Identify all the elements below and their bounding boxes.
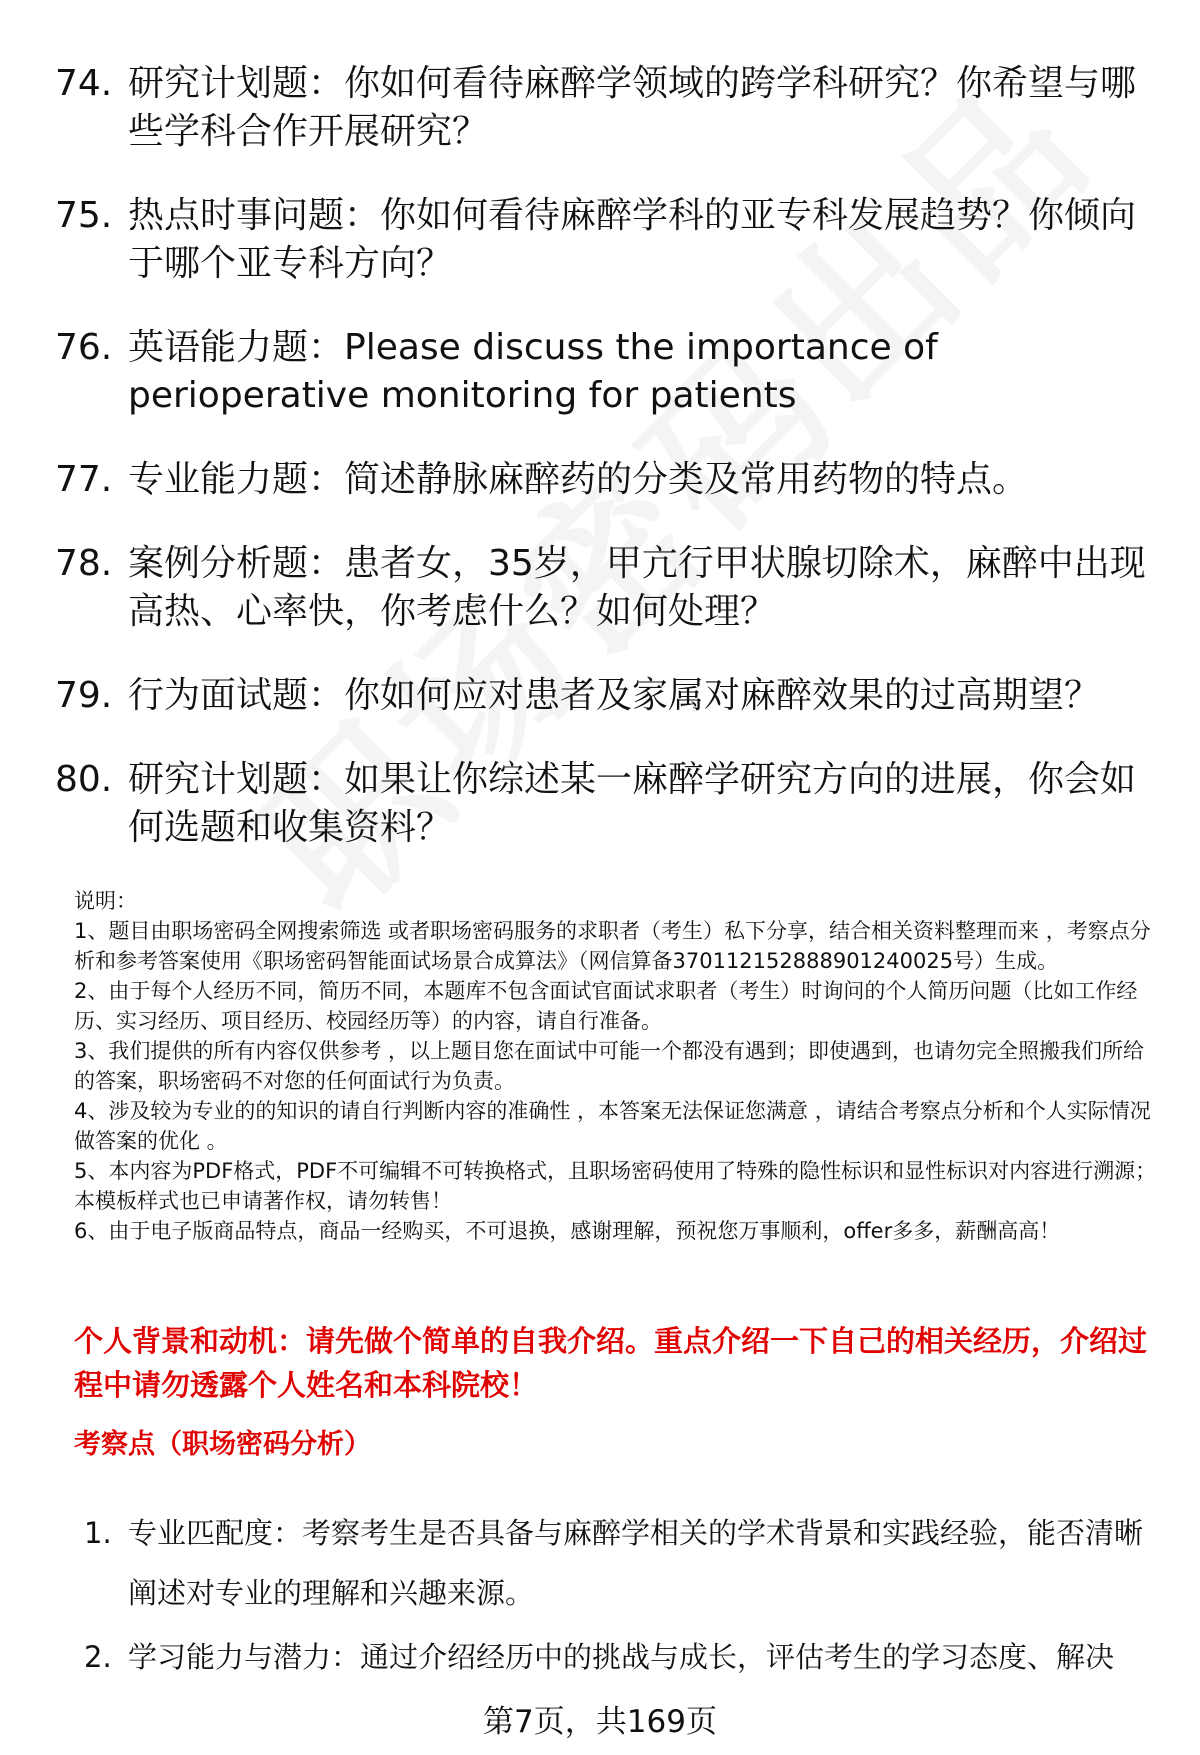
question-item xyxy=(55,192,1165,288)
point-text: 学习能力与潜力：通过介绍经历中的挑战与成长，评估考生的学习态度、解决 xyxy=(128,1640,1115,1674)
point-number: 1. xyxy=(84,1516,112,1550)
question-item xyxy=(55,756,1165,852)
notes-title: 说明： xyxy=(74,889,137,913)
point-text: 专业匹配度：考察考生是否具备与麻醉学相关的学术背景和实践经验，能否清晰阐述对专业的理解和兴趣来源。 xyxy=(128,1516,1144,1610)
point-number: 2. xyxy=(84,1640,112,1674)
question-item xyxy=(55,540,1165,636)
question-list xyxy=(55,60,1165,888)
question-text: 专业能力题：简述静脉麻醉药的分类及常用药物的特点。 xyxy=(128,459,1029,500)
page-footer: 第7页，共169页 xyxy=(483,1704,717,1740)
question-item xyxy=(55,324,1165,420)
question-number: 78. xyxy=(55,543,113,584)
question-item xyxy=(55,456,1165,504)
question-text: 案例分析题：患者女，35岁，甲亢行甲状腺切除术，麻醉中出现高热、心率快，你考虑什么？如何处理？ xyxy=(128,543,1146,632)
note-item: 2、由于每个人经历不同，简历不同，本题库不包含面试官面试求职者（考生）时询问的个人简历问题（比如工作经历、实习经历、项目经历、校园经历等）的内容，请自行准备。 xyxy=(74,979,1138,1033)
question-number: 76. xyxy=(55,327,113,368)
question-item xyxy=(55,60,1165,156)
question-text: 英语能力题：Please discuss the importance of perioperative monitoring for patients xyxy=(128,327,938,416)
note-item: 4、涉及较为专业的的知识的请自行判断内容的准确性 ，本答案无法保证您满意 ，请结合考察点分析和个人实际情况做答案的优化 。 xyxy=(74,1099,1151,1153)
question-text: 研究计划题：如果让你综述某一麻醉学研究方向的进展，你会如何选题和收集资料？ xyxy=(128,759,1137,848)
question-number: 79. xyxy=(55,675,113,716)
question-text: 行为面试题：你如何应对患者及家属对麻醉效果的过高期望？ xyxy=(128,675,1101,716)
question-number: 74. xyxy=(55,63,113,104)
question-number: 75. xyxy=(55,195,113,236)
question-number: 80. xyxy=(55,759,113,800)
note-item: 6、由于电子版商品特点，商品一经购买，不可退换，感谢理解，预祝您万事顺利，offer多多，薪酬高高！ xyxy=(74,1219,1061,1243)
note-item: 1、题目由职场密码全网搜索筛选 或者职场密码服务的求职者（考生）私下分享，结合相关资料整理而来 ，考察点分析和参考答案使用《职场密码智能面试场景合成算法》（网信算备370112152888901240025号）生成。 xyxy=(74,919,1151,973)
question-text: 热点时事问题：你如何看待麻醉学科的亚专科发展趋势？你倾向于哪个亚专科方向？ xyxy=(128,195,1137,284)
question-number: 77. xyxy=(55,459,113,500)
analysis-subheading: 考察点（职场密码分析） xyxy=(74,1429,371,1460)
analysis-point xyxy=(84,1627,1164,1687)
question-text: 研究计划题：你如何看待麻醉学领域的跨学科研究？你希望与哪些学科合作开展研究？ xyxy=(128,63,1137,152)
analysis-points xyxy=(84,1503,1164,1691)
notes-section xyxy=(74,886,1164,1246)
note-item: 3、我们提供的所有内容仅供参考 ，以上题目您在面试中可能一个都没有遇到；即使遇到，也请勿完全照搬我们所给的答案，职场密码不对您的任何面试行为负责。 xyxy=(74,1039,1145,1093)
note-item: 5、本内容为PDF格式，PDF不可编辑不可转换格式，且职场密码使用了特殊的隐性标识和显性标识对内容进行溯源；本模板样式也已申请著作权，请勿转售！ xyxy=(74,1159,1157,1213)
analysis-point xyxy=(84,1503,1164,1623)
section-heading: 个人背景和动机：请先做个简单的自我介绍。重点介绍一下自己的相关经历，介绍过程中请勿透露个人姓名和本科院校！ xyxy=(74,1324,1148,1402)
question-item xyxy=(55,672,1165,720)
